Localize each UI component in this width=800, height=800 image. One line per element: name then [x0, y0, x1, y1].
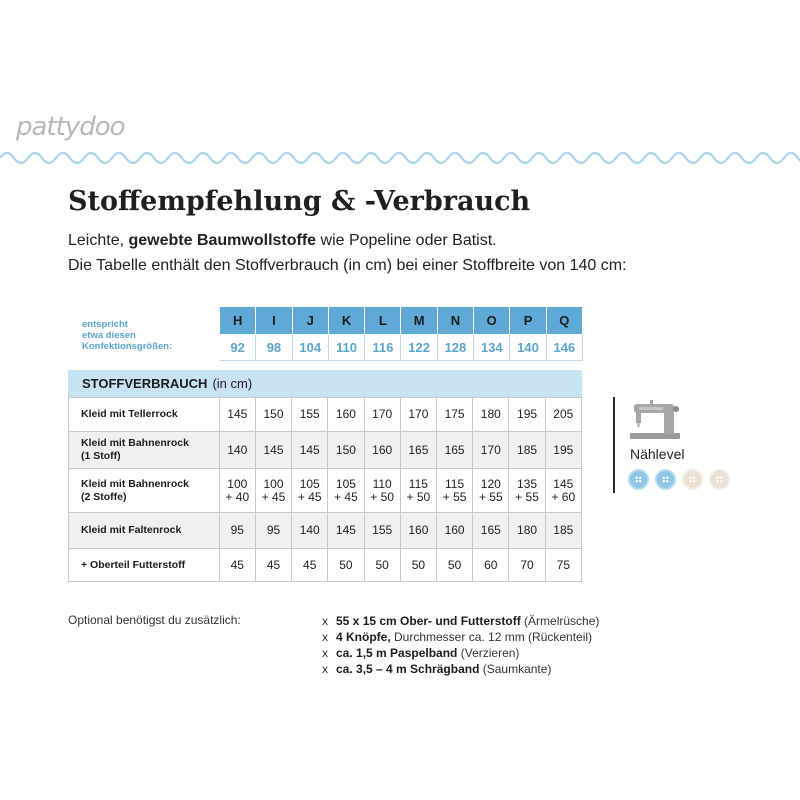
- cell-o: 180: [473, 398, 509, 432]
- table-row: [69, 432, 582, 469]
- size-letter-p: P: [510, 307, 546, 334]
- size-header-grid: [220, 307, 583, 361]
- cell-q: 185: [545, 513, 581, 549]
- cell-p: 195: [509, 398, 545, 432]
- optional-item: x 4 Knöpfe, Durchmesser ca. 12 mm (Rückenteil): [322, 630, 593, 644]
- sewing-level-rating: [628, 469, 730, 490]
- cell-q: 205: [545, 398, 581, 432]
- cell-m: 50: [400, 549, 436, 582]
- cell-p: 135 + 55: [509, 469, 545, 513]
- cell-h: 140: [219, 432, 255, 469]
- cell-j: 105 + 45: [292, 469, 328, 513]
- cell-i: 150: [255, 398, 291, 432]
- cell-n: 175: [436, 398, 472, 432]
- sewing-level-divider: [613, 397, 615, 493]
- cell-n: 160: [436, 513, 472, 549]
- cell-l: 50: [364, 549, 400, 582]
- cell-l: 155: [364, 513, 400, 549]
- table-row: [69, 469, 582, 513]
- size-letter-h: H: [220, 307, 256, 334]
- sewing-machine-icon: [630, 400, 680, 440]
- size-letter-l: L: [365, 307, 401, 334]
- cell-n: 115 + 55: [436, 469, 472, 513]
- size-number-146: 146: [547, 334, 583, 361]
- row-label: Kleid mit Faltenrock: [69, 513, 220, 549]
- cell-p: 70: [509, 549, 545, 582]
- optional-item: x 55 x 15 cm Ober- und Futterstoff (Ärmelrüsche): [322, 614, 600, 628]
- wave-divider: [0, 146, 800, 170]
- size-number-110: 110: [329, 334, 365, 361]
- fabric-consumption-table: [68, 397, 582, 582]
- cell-k: 105 + 45: [328, 469, 364, 513]
- cell-n: 50: [436, 549, 472, 582]
- cell-h: 100 + 40: [219, 469, 255, 513]
- size-letter-o: O: [474, 307, 510, 334]
- cell-m: 115 + 50: [400, 469, 436, 513]
- cell-l: 170: [364, 398, 400, 432]
- size-number-98: 98: [256, 334, 292, 361]
- size-number-140: 140: [510, 334, 546, 361]
- size-letter-q: Q: [547, 307, 583, 334]
- optional-item: x ca. 3,5 – 4 m Schrägband (Saumkante): [322, 662, 552, 676]
- cell-h: 145: [219, 398, 255, 432]
- size-letter-m: M: [401, 307, 437, 334]
- button-level-icon: [682, 469, 703, 490]
- cell-l: 160: [364, 432, 400, 469]
- intro-fabric-type: gewebte Baumwollstoffe: [128, 232, 317, 249]
- row-label: Kleid mit Tellerrock: [69, 398, 220, 432]
- cell-n: 165: [436, 432, 472, 469]
- size-equivalence-label: entspricht etwa diesen Konfektionsgrößen:: [82, 319, 173, 352]
- cell-i: 95: [255, 513, 291, 549]
- cell-k: 50: [328, 549, 364, 582]
- size-number-92: 92: [220, 334, 256, 361]
- cell-q: 145 + 60: [545, 469, 581, 513]
- cell-k: 160: [328, 398, 364, 432]
- cell-q: 75: [545, 549, 581, 582]
- size-number-122: 122: [401, 334, 437, 361]
- table-row: [69, 549, 582, 582]
- row-label: Kleid mit Bahnenrock (2 Stoffe): [69, 469, 220, 513]
- button-level-icon: [655, 469, 676, 490]
- cell-q: 195: [545, 432, 581, 469]
- cell-m: 160: [400, 513, 436, 549]
- optional-materials-list: [322, 613, 599, 677]
- size-letter-i: I: [256, 307, 292, 334]
- button-level-icon: [628, 469, 649, 490]
- cell-k: 145: [328, 513, 364, 549]
- table-row: [69, 398, 582, 432]
- row-label: Kleid mit Bahnenrock (1 Stoff): [69, 432, 220, 469]
- cell-o: 120 + 55: [473, 469, 509, 513]
- cell-m: 165: [400, 432, 436, 469]
- cell-o: 170: [473, 432, 509, 469]
- size-number-116: 116: [365, 334, 401, 361]
- fabric-consumption-header: STOFFVERBRAUCH (in cm): [68, 370, 582, 397]
- cell-i: 100 + 45: [255, 469, 291, 513]
- cell-j: 155: [292, 398, 328, 432]
- sewing-level-label: Nählevel: [630, 446, 685, 462]
- size-number-104: 104: [293, 334, 329, 361]
- cell-k: 150: [328, 432, 364, 469]
- size-number-128: 128: [438, 334, 474, 361]
- size-number-134: 134: [474, 334, 510, 361]
- cell-p: 185: [509, 432, 545, 469]
- cell-j: 140: [292, 513, 328, 549]
- cell-p: 180: [509, 513, 545, 549]
- size-letter-k: K: [329, 307, 365, 334]
- table-row: [69, 513, 582, 549]
- cell-h: 45: [219, 549, 255, 582]
- size-letter-j: J: [293, 307, 329, 334]
- pattydoo-logo: pattydoo: [16, 112, 125, 142]
- cell-i: 45: [255, 549, 291, 582]
- intro-line-2: Die Tabelle enthält den Stoffverbrauch (in cm) bei einer Stoffbreite von 140 cm:: [68, 257, 627, 274]
- cell-j: 45: [292, 549, 328, 582]
- cell-o: 60: [473, 549, 509, 582]
- optional-label: Optional benötigst du zusätzlich:: [68, 613, 241, 627]
- cell-h: 95: [219, 513, 255, 549]
- optional-item: x ca. 1,5 m Paspelband (Verzieren): [322, 646, 520, 660]
- button-level-icon: [709, 469, 730, 490]
- cell-j: 145: [292, 432, 328, 469]
- cell-o: 165: [473, 513, 509, 549]
- page-title: Stoffempfehlung & -Verbrauch: [68, 186, 531, 217]
- cell-i: 145: [255, 432, 291, 469]
- cell-l: 110 + 50: [364, 469, 400, 513]
- row-label: + Oberteil Futterstoff: [69, 549, 220, 582]
- cell-m: 170: [400, 398, 436, 432]
- size-letter-n: N: [438, 307, 474, 334]
- intro-line-1: Leichte, gewebte Baumwollstoffe wie Popeline oder Batist.: [68, 232, 497, 249]
